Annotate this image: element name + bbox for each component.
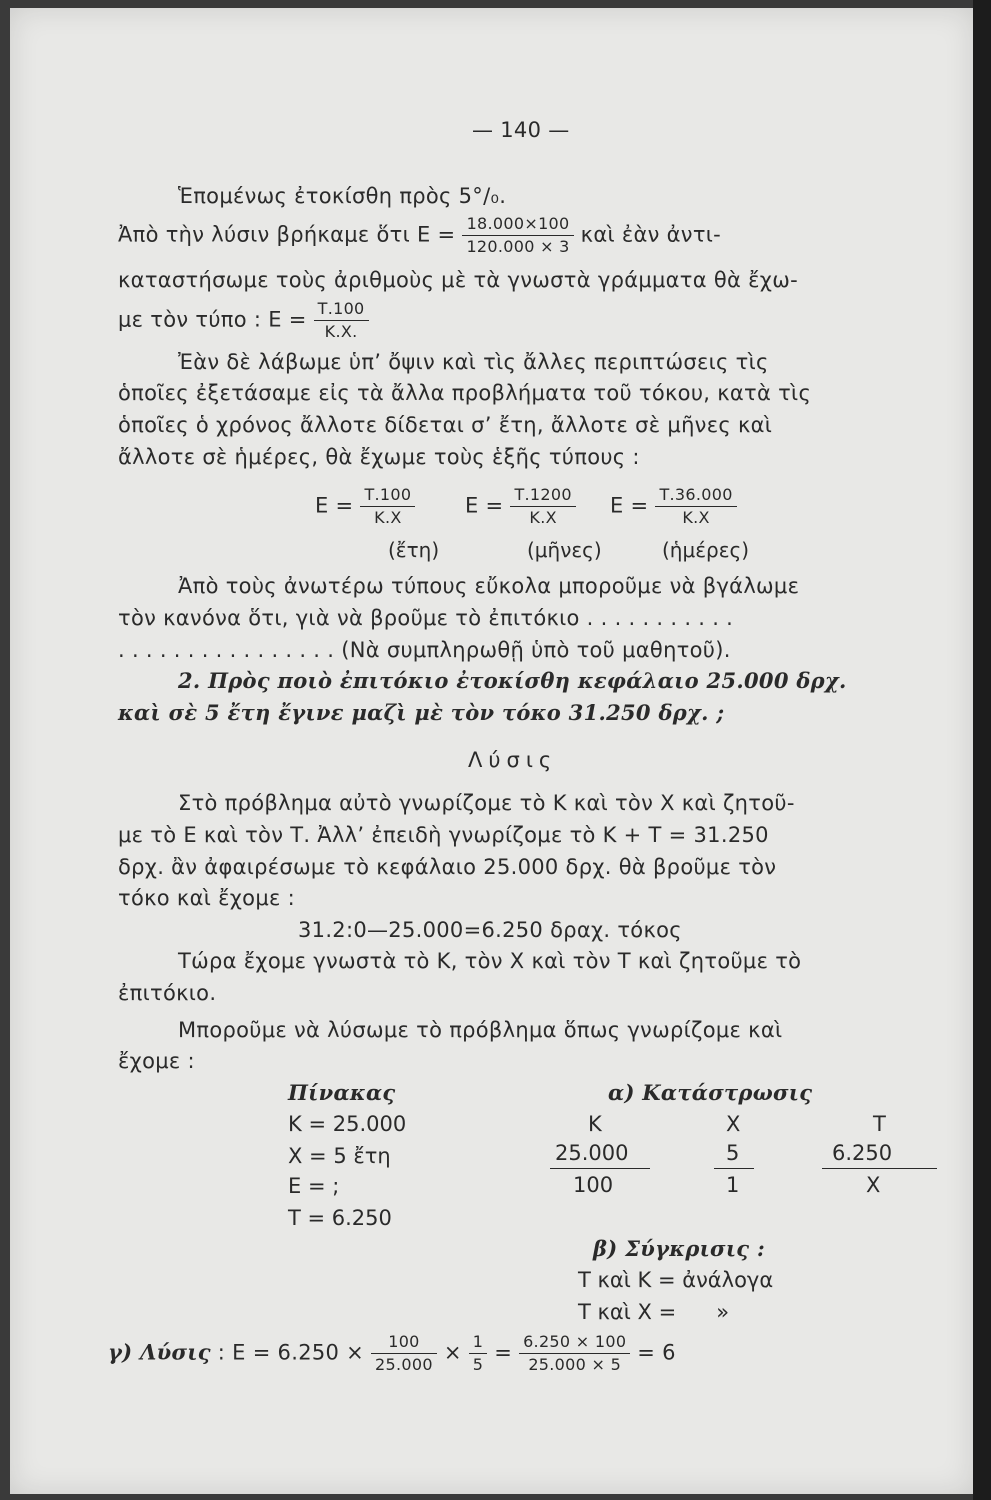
- text-line: Ἐὰν δὲ λάβωμε ὑπ’ ὄψιν καὶ τὶς ἄλλες περιπτώσεις τὶς: [178, 350, 769, 374]
- text-line: καταστήσωμε τοὺς ἀριθμοὺς μὲ τὰ γνωστὰ γράμματα θὰ ἔχω-: [118, 268, 798, 292]
- equation-line: 31.2:0—25.000=6.250 δραχ. τόκος: [298, 918, 682, 942]
- book-page: [10, 8, 973, 1494]
- katastrosis-cell: 6.250: [832, 1141, 893, 1165]
- text-line: Στὸ πρόβλημα αὐτὸ γνωρίζομε τὸ Κ καὶ τὸν Χ καὶ ζητοῦ-: [178, 791, 795, 815]
- sygkrisis-title: β) Σύγκρισις :: [593, 1236, 766, 1261]
- katastrosis-header: Τ: [873, 1112, 886, 1136]
- text-line: Ἀπὸ τοὺς ἀνωτέρω τύπους εὔκολα μποροῦμε νὰ βγάλωμε: [178, 574, 800, 598]
- problem-heading: 2. Πρὸς ποιὸ ἐπιτόκιο ἐτοκίσθη κεφάλαιο 25.000 δρχ.: [178, 668, 847, 693]
- formula-caption: (ἡμέρες): [662, 538, 750, 562]
- katastrosis-header: Χ: [726, 1112, 741, 1136]
- pinakas-title: Πίνακας: [288, 1080, 396, 1105]
- fraction-bar: [714, 1168, 754, 1169]
- pinakas-row: Χ = 5 ἔτη: [288, 1144, 391, 1168]
- text-line: Ἀπὸ τὴν λύσιν βρήκαμε ὅτι Ε = $\frac{18.000\times 100}{120.000 \times 3}$ καὶ ἐὰν ἀντι-: [118, 214, 722, 256]
- text-line: . . . . . . . . . . . . . . . . (Νὰ συμπληρωθῇ ὑπὸ τοῦ μαθητοῦ).: [118, 638, 731, 662]
- formula-months: Ε = $\frac{T.1200}{K.X}$: [465, 486, 576, 527]
- katastrosis-title: α) Κατάστρωσις: [608, 1080, 813, 1105]
- text-line: με τὸν τύπο : Ε = $\frac{T.100}{K.X.}$: [118, 300, 369, 341]
- katastrosis-cell: 25.000: [555, 1141, 629, 1165]
- formula-days: Ε = $\frac{T.36.000}{K.X}$: [610, 486, 737, 527]
- page-edge-shadow: [973, 0, 991, 1500]
- fraction: $\frac{T.100}{K.X.}$: [314, 300, 369, 341]
- pinakas-row: Κ = 25.000: [288, 1112, 407, 1136]
- text-line: ἄλλοτε σὲ ἡμέρες, θὰ ἔχωμε τοὺς ἑξῆς τύπους :: [118, 445, 640, 469]
- katastrosis-cell: 1: [726, 1173, 740, 1197]
- text-line: ὁποῖες ἐξετάσαμε εἰς τὰ ἄλλα προβλήματα τοῦ τόκου, κατὰ τὶς: [118, 381, 812, 405]
- katastrosis-cell: 100: [573, 1173, 614, 1197]
- text-line: Τώρα ἔχομε γνωστὰ τὸ Κ, τὸν Χ καὶ τὸν Τ καὶ ζητοῦμε τὸ: [178, 949, 802, 973]
- text-line: ἐπιτόκιο.: [118, 981, 217, 1005]
- formula-caption: (ἔτη): [388, 538, 440, 562]
- pinakas-row: Ε = ;: [288, 1174, 340, 1198]
- fraction-bar: [822, 1168, 937, 1169]
- pinakas-row: Τ = 6.250: [288, 1206, 392, 1230]
- solution-title: Λύσις: [468, 748, 558, 772]
- text-line: τόκο καὶ ἔχομε :: [118, 886, 295, 910]
- fraction: $\frac{18.000\times 100}{120.000 \times 3}$: [462, 215, 573, 256]
- problem-heading: καὶ σὲ 5 ἔτη ἔγινε μαζὶ μὲ τὸν τόκο 31.250 δρχ. ;: [118, 700, 725, 725]
- sygkrisis-row: Τ καὶ Κ = ἀνάλογα: [578, 1268, 774, 1292]
- text-line: ἔχομε :: [118, 1049, 195, 1073]
- katastrosis-cell: Χ: [866, 1173, 881, 1197]
- text-line: ὁποῖες ὁ χρόνος ἄλλοτε δίδεται σ’ ἔτη, ἄλλοτε σὲ μῆνες καὶ: [118, 413, 773, 437]
- page-number: — 140 —: [472, 118, 570, 142]
- text-line: δρχ. ἂν ἀφαιρέσωμε τὸ κεφάλαιο 25.000 δρχ. θὰ βροῦμε τὸν: [118, 855, 777, 879]
- formula-years: Ε = $\frac{T.100}{K.X}$: [315, 486, 415, 527]
- text-line: τὸν κανόνα ὅτι, γιὰ νὰ βροῦμε τὸ ἐπιτόκιο . . . . . . . . . . .: [118, 606, 734, 630]
- lysis-line: γ) Λύσις : Ε = 6.250 × $\frac{100}{25.000}$ × $\frac{1}{5}$ = $\frac{6.250 \times 100}{25.000 \times 5}$ = 6: [108, 1332, 676, 1374]
- text-line: Ἑπομένως ἐτοκίσθη πρὸς 5°/₀.: [178, 184, 507, 208]
- fraction-bar: [550, 1168, 650, 1169]
- text-line: Μποροῦμε νὰ λύσωμε τὸ πρόβλημα ὅπως γνωρίζομε καὶ: [178, 1018, 783, 1042]
- formula-caption: (μῆνες): [527, 538, 602, 562]
- katastrosis-header: Κ: [588, 1112, 602, 1136]
- katastrosis-cell: 5: [726, 1141, 740, 1165]
- sygkrisis-row: Τ καὶ Χ = »: [578, 1300, 730, 1324]
- text-line: με τὸ Ε καὶ τὸν Τ. Ἀλλ’ ἐπειδὴ γνωρίζομε τὸ Κ + Τ = 31.250: [118, 823, 769, 847]
